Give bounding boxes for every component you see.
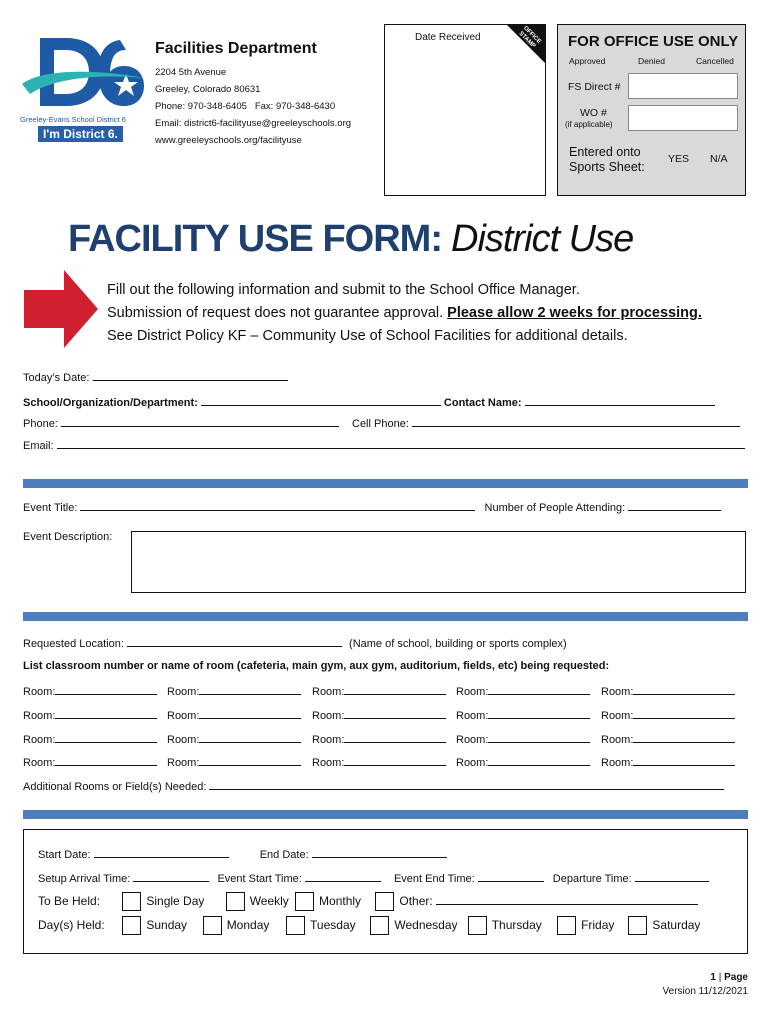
room-label: Room: [456,734,489,746]
page-label: Page [724,972,748,983]
room-field[interactable] [199,708,301,719]
phone-row [23,416,740,430]
event-title-field[interactable] [80,500,475,511]
other-checkbox[interactable] [375,892,394,911]
event-title-row [23,500,721,514]
monday-label: Monday [226,918,270,932]
room-label: Room: [456,686,489,698]
start-date-field[interactable] [94,847,229,858]
instruction-line-2 [107,302,702,325]
arrow-right-icon [24,270,98,348]
sunday-checkbox[interactable] [122,916,141,935]
room-entry [167,684,301,698]
department-info [155,40,351,149]
room-label: Room: [312,734,345,746]
room-entry [312,755,446,769]
room-field[interactable] [488,684,590,695]
room-entry [456,755,590,769]
department-title: Facilities Department [155,40,317,57]
instruction-line-2-text: Submission of request does not guarantee approval. [107,305,444,321]
other-label: Other: [399,894,433,908]
num-people-label: Number of People Attending: [484,502,626,514]
dept-email: Email: district6-facilityuse@greeleyschools.org [155,118,352,129]
fs-direct-label: FS Direct # [568,81,621,93]
list-rooms-label: List classroom number or name of room (cafeteria, main gym, aux gym, auditorium, fields, etc) being requested: [23,660,610,672]
monthly-checkbox[interactable] [295,892,314,911]
todays-date-label: Today’s Date: [23,372,90,384]
form-title-sub: District Use [451,218,634,260]
room-entry [601,732,735,746]
departure-label: Departure Time: [552,873,632,885]
contact-name-label: Contact Name: [443,397,522,409]
room-label: Room: [601,734,634,746]
days-held-row [38,914,700,936]
times-row [38,871,709,885]
room-field[interactable] [488,755,590,766]
saturday-label: Saturday [652,918,701,932]
cancelled-label: Cancelled [696,56,734,66]
room-label: Room: [601,757,634,769]
approved-label: Approved [569,56,606,66]
form-title [68,218,633,261]
section-divider-3 [23,810,748,819]
section-divider-1 [23,479,748,488]
room-field[interactable] [199,684,301,695]
saturday-checkbox[interactable] [628,916,647,935]
entered-label-2: Sports Sheet: [569,160,645,174]
email-field[interactable] [57,438,745,449]
room-entry [23,708,157,722]
room-label: Room: [312,686,345,698]
room-field[interactable] [344,732,446,743]
room-field[interactable] [633,755,735,766]
denied-label: Denied [638,56,665,66]
friday-label: Friday [581,918,615,932]
location-note: (Name of school, building or sports complex) [349,638,567,650]
d6-logo-icon [20,32,145,114]
event-end-label: Event End Time: [393,873,475,885]
additional-rooms-row [23,779,724,793]
room-entry [23,755,157,769]
dept-website: www.greeleyschools.org/facilityuse [155,135,302,146]
room-field[interactable] [55,732,157,743]
other-field[interactable] [436,894,698,905]
room-label: Room: [23,686,56,698]
end-date-field[interactable] [312,847,447,858]
days-held-label: Day(s) Held: [38,918,105,932]
wo-label: WO # [580,107,607,119]
room-label: Room: [23,757,56,769]
event-description-label: Event Description: [23,531,113,543]
end-date-label: End Date: [259,849,309,861]
room-label: Room: [167,757,200,769]
room-label: Room: [456,757,489,769]
instruction-line-2-bold: Please allow 2 weeks for processing. [447,305,702,321]
num-people-field[interactable] [628,500,721,511]
event-title-label: Event Title: [23,502,78,514]
instruction-line-3: See District Policy KF – Community Use of School Facilities for additional details. [107,328,628,344]
room-label: Room: [312,710,345,722]
contact-name-field[interactable] [525,395,715,406]
room-field[interactable] [488,732,590,743]
school-org-label: School/Organization/Department: [23,397,198,409]
room-field[interactable] [199,732,301,743]
room-entry [167,755,301,769]
cell-phone-field[interactable] [412,416,740,427]
phone-field[interactable] [61,416,339,427]
page-footer [663,971,748,999]
office-stamp-corner: OFFICE STAMP [517,25,542,50]
dept-address2: Greeley, Colorado 80631 [155,84,261,95]
email-row [23,438,745,452]
entered-label-1: Entered onto [569,145,641,159]
wo-field[interactable] [628,105,738,131]
date-row [38,847,447,861]
room-field[interactable] [55,755,157,766]
room-entry [312,732,446,746]
room-field[interactable] [344,755,446,766]
todays-date-row [23,370,288,384]
tuesday-label: Tuesday [310,918,356,932]
dept-phone-fax: Phone: 970-348-6405 Fax: 970-348-6430 [155,101,336,112]
room-label: Room: [601,710,634,722]
todays-date-field[interactable] [93,370,288,381]
room-label: Room: [167,710,200,722]
room-field[interactable] [488,708,590,719]
room-entry [601,684,735,698]
room-entry [167,708,301,722]
event-start-field[interactable] [305,871,381,882]
room-entry [456,708,590,722]
room-label: Room: [23,734,56,746]
logo-district-name: Greeley-Evans School District 6 [20,115,126,124]
room-label: Room: [456,710,489,722]
single-day-checkbox[interactable] [122,892,141,911]
setup-arrival-label: Setup Arrival Time: [38,873,131,885]
room-field[interactable] [55,708,157,719]
room-field[interactable] [344,708,446,719]
room-entry [312,708,446,722]
room-label: Room: [167,734,200,746]
event-start-label: Event Start Time: [217,873,302,885]
district-logo [20,32,145,140]
room-field[interactable] [199,755,301,766]
instructions [107,279,702,348]
office-stamp-box [384,24,546,196]
requested-location-field[interactable] [127,636,342,647]
room-label: Room: [312,757,345,769]
org-contact-row [23,395,715,409]
date-received-label: Date Received [415,32,481,43]
thursday-checkbox[interactable] [468,916,487,935]
room-entry [456,684,590,698]
single-day-label: Single Day [146,894,205,908]
to-be-held-row [38,890,698,912]
weekly-checkbox[interactable] [226,892,245,911]
sunday-label: Sunday [146,918,188,932]
departure-field[interactable] [635,871,709,882]
phone-label: Phone: [23,418,58,430]
room-label: Room: [167,686,200,698]
room-label: Room: [23,710,56,722]
logo-tagline-badge [38,126,123,142]
email-label: Email: [23,440,54,452]
event-description-field[interactable] [131,531,746,593]
form-title-main: FACILITY USE FORM: [68,218,442,260]
requested-location-label: Requested Location: [23,638,124,650]
logo-district: District 6. [63,127,118,141]
weekly-label: Weekly [249,894,289,908]
cell-phone-label: Cell Phone: [352,418,409,430]
location-row [23,636,567,650]
room-entry [312,684,446,698]
additional-rooms-label: Additional Rooms or Field(s) Needed: [23,781,207,793]
event-end-field[interactable] [478,871,544,882]
page-num: 1 [710,972,716,983]
logo-im: I'm [43,127,60,141]
section-divider-2 [23,612,748,621]
thursday-label: Thursday [491,918,542,932]
room-field[interactable] [633,708,735,719]
version-label: Version 11/12/2021 [662,986,748,997]
monday-checkbox[interactable] [203,916,222,935]
start-date-label: Start Date: [38,849,91,861]
room-entry [167,732,301,746]
room-field[interactable] [633,684,735,695]
room-field[interactable] [633,732,735,743]
fs-direct-field[interactable] [628,73,738,99]
dept-address1: 2204 5th Avenue [155,67,227,78]
additional-rooms-field[interactable] [209,779,724,790]
room-entry [456,732,590,746]
room-entry [23,732,157,746]
room-entry [23,684,157,698]
room-entry [601,708,735,722]
monthly-label: Monthly [319,894,362,908]
wo-note: (if applicable) [565,120,613,129]
instruction-line-1: Fill out the following information and submit to the School Office Manager. [107,282,580,298]
na-option[interactable]: N/A [710,153,728,165]
office-use-title: FOR OFFICE USE ONLY [568,33,739,50]
room-field[interactable] [55,684,157,695]
wednesday-checkbox[interactable] [370,916,389,935]
room-entry [601,755,735,769]
room-label: Room: [601,686,634,698]
to-be-held-label: To Be Held: [38,894,101,908]
setup-arrival-field[interactable] [133,871,209,882]
page-number: 1 | Page [710,972,748,983]
friday-checkbox[interactable] [557,916,576,935]
office-use-panel [557,24,746,196]
room-field[interactable] [344,684,446,695]
school-org-field[interactable] [201,395,441,406]
tuesday-checkbox[interactable] [286,916,305,935]
yes-option[interactable]: YES [668,153,690,165]
wednesday-label: Wednesday [394,918,458,932]
